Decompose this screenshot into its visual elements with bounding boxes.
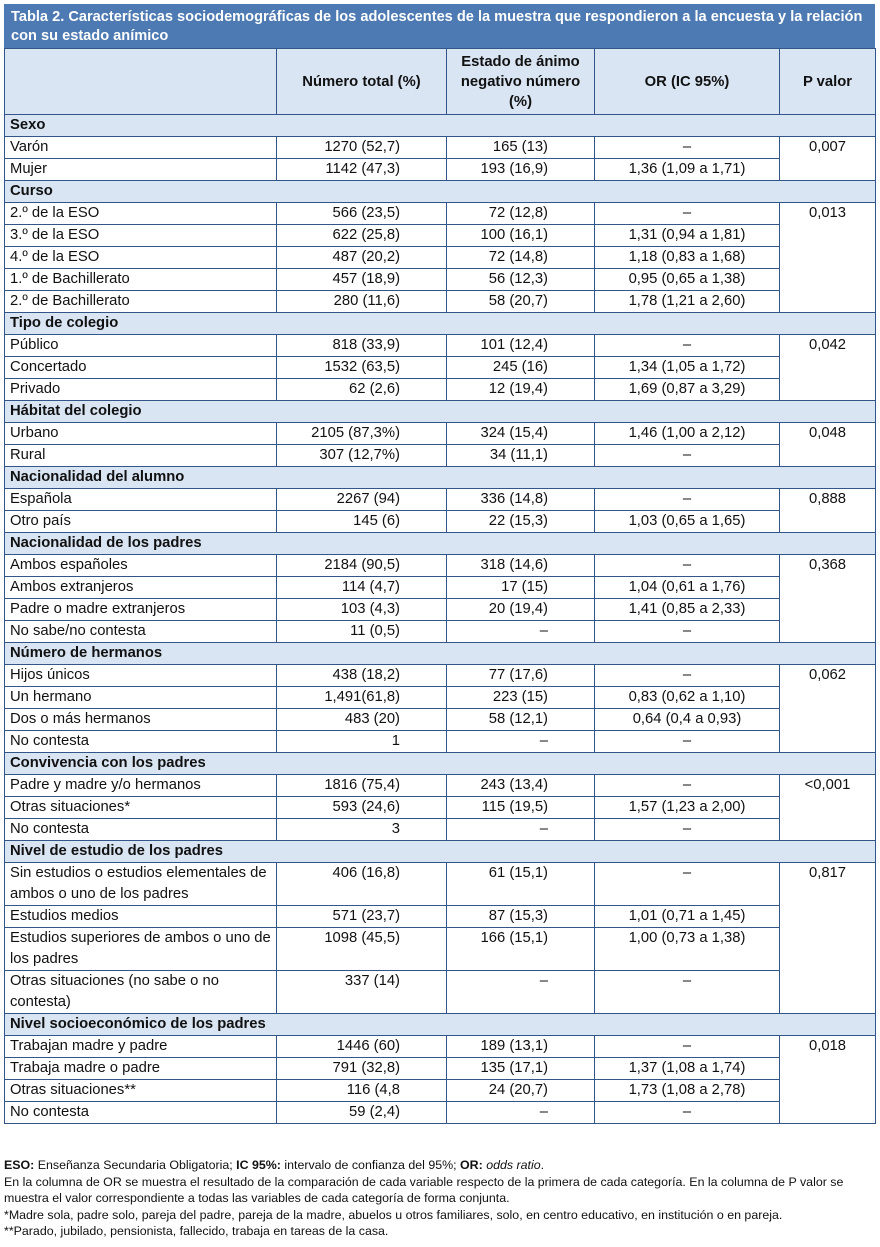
table-row bbox=[5, 599, 876, 621]
table-row bbox=[5, 621, 876, 643]
section-title: Nacionalidad de los padres bbox=[5, 533, 876, 555]
total-cell: 11 (0,5) bbox=[277, 621, 447, 643]
header-or: OR (IC 95%) bbox=[595, 49, 780, 115]
or-cell: – bbox=[595, 665, 780, 687]
table-row bbox=[5, 709, 876, 731]
footnote-abbreviations bbox=[4, 1157, 876, 1174]
or-cell: – bbox=[595, 971, 780, 1014]
table-row bbox=[5, 971, 876, 1014]
table-row bbox=[5, 577, 876, 599]
header-pvalue: P valor bbox=[780, 49, 876, 115]
total-cell: 438 (18,2) bbox=[277, 665, 447, 687]
total-cell: 791 (32,8) bbox=[277, 1058, 447, 1080]
section-row bbox=[5, 753, 876, 775]
section-row bbox=[5, 181, 876, 203]
or-cell: 1,36 (1,09 a 1,71) bbox=[595, 159, 780, 181]
table-row bbox=[5, 137, 876, 159]
abbr-term: ESO: bbox=[4, 1158, 35, 1172]
table-row bbox=[5, 489, 876, 511]
total-cell: 2105 (87,3%) bbox=[277, 423, 447, 445]
section-title: Curso bbox=[5, 181, 876, 203]
or-cell: – bbox=[595, 137, 780, 159]
negative-cell: 72 (14,8) bbox=[447, 247, 595, 269]
total-cell: 1098 (45,5) bbox=[277, 928, 447, 971]
row-label: 4.º de la ESO bbox=[5, 247, 277, 269]
table-row bbox=[5, 1102, 876, 1124]
or-cell: – bbox=[595, 335, 780, 357]
row-label: Ambos extranjeros bbox=[5, 577, 277, 599]
abbr-list bbox=[4, 1158, 541, 1172]
abbr-definition: odds ratio bbox=[486, 1158, 541, 1172]
or-cell: 1,31 (0,94 a 1,81) bbox=[595, 225, 780, 247]
table-row bbox=[5, 379, 876, 401]
row-label: Público bbox=[5, 335, 277, 357]
negative-cell: 100 (16,1) bbox=[447, 225, 595, 247]
total-cell: 1142 (47,3) bbox=[277, 159, 447, 181]
negative-cell: 20 (19,4) bbox=[447, 599, 595, 621]
or-cell: – bbox=[595, 203, 780, 225]
total-cell: 145 (6) bbox=[277, 511, 447, 533]
section-row bbox=[5, 313, 876, 335]
row-label: No sabe/no contesta bbox=[5, 621, 277, 643]
row-label: Urbano bbox=[5, 423, 277, 445]
or-cell: 1,37 (1,08 a 1,74) bbox=[595, 1058, 780, 1080]
negative-cell: 58 (12,1) bbox=[447, 709, 595, 731]
negative-cell: 189 (13,1) bbox=[447, 1036, 595, 1058]
total-cell: 3 bbox=[277, 819, 447, 841]
row-label: Dos o más hermanos bbox=[5, 709, 277, 731]
or-cell: – bbox=[595, 863, 780, 906]
row-label: Padre y madre y/o hermanos bbox=[5, 775, 277, 797]
total-cell: 103 (4,3) bbox=[277, 599, 447, 621]
header-row bbox=[5, 49, 876, 115]
negative-cell: – bbox=[447, 621, 595, 643]
negative-cell: 115 (19,5) bbox=[447, 797, 595, 819]
total-cell: 622 (25,8) bbox=[277, 225, 447, 247]
pvalue-cell: 0,888 bbox=[780, 489, 876, 533]
table-row bbox=[5, 775, 876, 797]
total-cell: 116 (4,8 bbox=[277, 1080, 447, 1102]
table-row bbox=[5, 1080, 876, 1102]
pvalue-cell: 0,018 bbox=[780, 1036, 876, 1124]
or-cell: 1,03 (0,65 a 1,65) bbox=[595, 511, 780, 533]
table-row bbox=[5, 511, 876, 533]
negative-cell: 77 (17,6) bbox=[447, 665, 595, 687]
total-cell: 1 bbox=[277, 731, 447, 753]
table-row bbox=[5, 1036, 876, 1058]
abbr-end: . bbox=[540, 1158, 545, 1172]
total-cell: 487 (20,2) bbox=[277, 247, 447, 269]
or-cell: 1,00 (0,73 a 1,38) bbox=[595, 928, 780, 971]
section-row bbox=[5, 533, 876, 555]
total-cell: 114 (4,7) bbox=[277, 577, 447, 599]
total-cell: 1,491(61,8) bbox=[277, 687, 447, 709]
table-row bbox=[5, 357, 876, 379]
or-cell: – bbox=[595, 445, 780, 467]
row-label: Padre o madre extranjeros bbox=[5, 599, 277, 621]
pvalue-cell: 0,817 bbox=[780, 863, 876, 1014]
row-label: Estudios medios bbox=[5, 906, 277, 928]
table-row bbox=[5, 247, 876, 269]
header-total: Número total (%) bbox=[277, 49, 447, 115]
row-label: Trabaja madre o padre bbox=[5, 1058, 277, 1080]
table-caption bbox=[4, 4, 875, 48]
table-row bbox=[5, 291, 876, 313]
row-label: Un hermano bbox=[5, 687, 277, 709]
row-label: Española bbox=[5, 489, 277, 511]
negative-cell: 24 (20,7) bbox=[447, 1080, 595, 1102]
section-title: Nacionalidad del alumno bbox=[5, 467, 876, 489]
negative-cell: 324 (15,4) bbox=[447, 423, 595, 445]
or-cell: 1,73 (1,08 a 2,78) bbox=[595, 1080, 780, 1102]
or-cell: – bbox=[595, 731, 780, 753]
total-cell: 337 (14) bbox=[277, 971, 447, 1014]
negative-cell: 61 (15,1) bbox=[447, 863, 595, 906]
negative-cell: 135 (17,1) bbox=[447, 1058, 595, 1080]
total-cell: 818 (33,9) bbox=[277, 335, 447, 357]
total-cell: 2267 (94) bbox=[277, 489, 447, 511]
table-row bbox=[5, 863, 876, 906]
row-label: Otro país bbox=[5, 511, 277, 533]
total-cell: 59 (2,4) bbox=[277, 1102, 447, 1124]
or-cell: 1,57 (1,23 a 2,00) bbox=[595, 797, 780, 819]
pvalue-cell: 0,062 bbox=[780, 665, 876, 753]
negative-cell: 336 (14,8) bbox=[447, 489, 595, 511]
row-label: Privado bbox=[5, 379, 277, 401]
total-cell: 1532 (63,5) bbox=[277, 357, 447, 379]
total-cell: 62 (2,6) bbox=[277, 379, 447, 401]
row-label: Otras situaciones (no sabe o no contesta) bbox=[5, 971, 277, 1014]
row-label: Sin estudios o estudios elementales de ambos o uno de los padres bbox=[5, 863, 277, 906]
negative-cell: 166 (15,1) bbox=[447, 928, 595, 971]
or-cell: – bbox=[595, 1036, 780, 1058]
section-title: Número de hermanos bbox=[5, 643, 876, 665]
table-row bbox=[5, 335, 876, 357]
negative-cell: 58 (20,7) bbox=[447, 291, 595, 313]
or-cell: 1,41 (0,85 a 2,33) bbox=[595, 599, 780, 621]
negative-cell: – bbox=[447, 971, 595, 1014]
table-row bbox=[5, 445, 876, 467]
or-cell: – bbox=[595, 819, 780, 841]
or-cell: 1,01 (0,71 a 1,45) bbox=[595, 906, 780, 928]
table-row bbox=[5, 687, 876, 709]
abbr-definition: intervalo de confianza del 95%; bbox=[284, 1158, 457, 1172]
footnotes bbox=[4, 1157, 876, 1240]
row-label: 2.º de Bachillerato bbox=[5, 291, 277, 313]
negative-cell: 193 (16,9) bbox=[447, 159, 595, 181]
total-cell: 457 (18,9) bbox=[277, 269, 447, 291]
row-label: Otras situaciones** bbox=[5, 1080, 277, 1102]
footnote-note3: **Parado, jubilado, pensionista, fallecido, trabaja en tareas de la casa. bbox=[4, 1224, 389, 1238]
table-row bbox=[5, 1058, 876, 1080]
row-label: 1.º de Bachillerato bbox=[5, 269, 277, 291]
negative-cell: 223 (15) bbox=[447, 687, 595, 709]
table-row bbox=[5, 423, 876, 445]
caption-text: Características sociodemográficas de los adolescentes de la muestra que respondieron a la encuesta y la relación con su estado anímico bbox=[11, 9, 863, 44]
table-row bbox=[5, 555, 876, 577]
or-cell: 0,95 (0,65 a 1,38) bbox=[595, 269, 780, 291]
negative-cell: 34 (11,1) bbox=[447, 445, 595, 467]
table-row bbox=[5, 203, 876, 225]
total-cell: 280 (11,6) bbox=[277, 291, 447, 313]
table-row bbox=[5, 906, 876, 928]
pvalue-cell: 0,007 bbox=[780, 137, 876, 181]
row-label: Trabajan madre y padre bbox=[5, 1036, 277, 1058]
row-label: 3.º de la ESO bbox=[5, 225, 277, 247]
or-cell: – bbox=[595, 555, 780, 577]
or-cell: 0,83 (0,62 a 1,10) bbox=[595, 687, 780, 709]
section-title: Nivel de estudio de los padres bbox=[5, 841, 876, 863]
table-row bbox=[5, 269, 876, 291]
row-label: Concertado bbox=[5, 357, 277, 379]
table-row bbox=[5, 225, 876, 247]
section-title: Tipo de colegio bbox=[5, 313, 876, 335]
section-title: Nivel socioeconómico de los padres bbox=[5, 1014, 876, 1036]
pvalue-cell: 0,042 bbox=[780, 335, 876, 401]
table-row bbox=[5, 665, 876, 687]
total-cell: 1446 (60) bbox=[277, 1036, 447, 1058]
row-label: No contesta bbox=[5, 731, 277, 753]
section-row bbox=[5, 401, 876, 423]
negative-cell: 12 (19,4) bbox=[447, 379, 595, 401]
row-label: Mujer bbox=[5, 159, 277, 181]
or-cell: – bbox=[595, 489, 780, 511]
or-cell: – bbox=[595, 621, 780, 643]
abbr-term: OR: bbox=[460, 1158, 483, 1172]
negative-cell: 101 (12,4) bbox=[447, 335, 595, 357]
pvalue-cell: 0,048 bbox=[780, 423, 876, 467]
total-cell: 571 (23,7) bbox=[277, 906, 447, 928]
pvalue-cell: 0,013 bbox=[780, 203, 876, 313]
negative-cell: 245 (16) bbox=[447, 357, 595, 379]
or-cell: 1,34 (1,05 a 1,72) bbox=[595, 357, 780, 379]
table-body bbox=[5, 115, 876, 1124]
header-col0 bbox=[5, 49, 277, 115]
row-label: No contesta bbox=[5, 819, 277, 841]
section-row bbox=[5, 643, 876, 665]
section-row bbox=[5, 467, 876, 489]
total-cell: 307 (12,7%) bbox=[277, 445, 447, 467]
pvalue-cell: <0,001 bbox=[780, 775, 876, 841]
negative-cell: 243 (13,4) bbox=[447, 775, 595, 797]
table-row bbox=[5, 819, 876, 841]
negative-cell: – bbox=[447, 1102, 595, 1124]
or-cell: 1,04 (0,61 a 1,76) bbox=[595, 577, 780, 599]
row-label: No contesta bbox=[5, 1102, 277, 1124]
negative-cell: 165 (13) bbox=[447, 137, 595, 159]
footnote-note1: En la columna de OR se muestra el resultado de la comparación de cada variable respecto de la primera de cada categoría. En la columna de P valor se muestra el valor correspondiente a todas las variables de cada categoría de forma conjunta. bbox=[4, 1174, 844, 1205]
row-label: Ambos españoles bbox=[5, 555, 277, 577]
or-cell: 1,78 (1,21 a 2,60) bbox=[595, 291, 780, 313]
row-label: Hijos únicos bbox=[5, 665, 277, 687]
row-label: Rural bbox=[5, 445, 277, 467]
header-negative: Estado de ánimo negativo número (%) bbox=[447, 49, 595, 115]
or-cell: 1,18 (0,83 a 1,68) bbox=[595, 247, 780, 269]
caption-label: Tabla 2. bbox=[11, 9, 65, 25]
section-title: Sexo bbox=[5, 115, 876, 137]
abbr-term: IC 95%: bbox=[236, 1158, 281, 1172]
negative-cell: – bbox=[447, 731, 595, 753]
total-cell: 1816 (75,4) bbox=[277, 775, 447, 797]
section-row bbox=[5, 841, 876, 863]
negative-cell: – bbox=[447, 819, 595, 841]
negative-cell: 17 (15) bbox=[447, 577, 595, 599]
negative-cell: 56 (12,3) bbox=[447, 269, 595, 291]
or-cell: 1,69 (0,87 a 3,29) bbox=[595, 379, 780, 401]
data-table bbox=[4, 48, 876, 1124]
total-cell: 483 (20) bbox=[277, 709, 447, 731]
or-cell: 1,46 (1,00 a 2,12) bbox=[595, 423, 780, 445]
row-label: Varón bbox=[5, 137, 277, 159]
table-row bbox=[5, 797, 876, 819]
table-row bbox=[5, 928, 876, 971]
pvalue-cell: 0,368 bbox=[780, 555, 876, 643]
section-title: Convivencia con los padres bbox=[5, 753, 876, 775]
table-row bbox=[5, 159, 876, 181]
negative-cell: 22 (15,3) bbox=[447, 511, 595, 533]
or-cell: 0,64 (0,4 a 0,93) bbox=[595, 709, 780, 731]
row-label: Estudios superiores de ambos o uno de los padres bbox=[5, 928, 277, 971]
or-cell: – bbox=[595, 1102, 780, 1124]
footnote-note2: *Madre sola, padre solo, pareja del padre, pareja de la madre, abuelos u otros familiares, solo, en centro educativo, en institución o en pareja. bbox=[4, 1207, 783, 1222]
negative-cell: 72 (12,8) bbox=[447, 203, 595, 225]
total-cell: 406 (16,8) bbox=[277, 863, 447, 906]
section-row bbox=[5, 115, 876, 137]
negative-cell: 318 (14,6) bbox=[447, 555, 595, 577]
or-cell: – bbox=[595, 775, 780, 797]
section-title: Hábitat del colegio bbox=[5, 401, 876, 423]
total-cell: 2184 (90,5) bbox=[277, 555, 447, 577]
row-label: 2.º de la ESO bbox=[5, 203, 277, 225]
total-cell: 593 (24,6) bbox=[277, 797, 447, 819]
row-label: Otras situaciones* bbox=[5, 797, 277, 819]
total-cell: 1270 (52,7) bbox=[277, 137, 447, 159]
total-cell: 566 (23,5) bbox=[277, 203, 447, 225]
abbr-definition: Enseñanza Secundaria Obligatoria; bbox=[37, 1158, 233, 1172]
negative-cell: 87 (15,3) bbox=[447, 906, 595, 928]
table-row bbox=[5, 731, 876, 753]
section-row bbox=[5, 1014, 876, 1036]
